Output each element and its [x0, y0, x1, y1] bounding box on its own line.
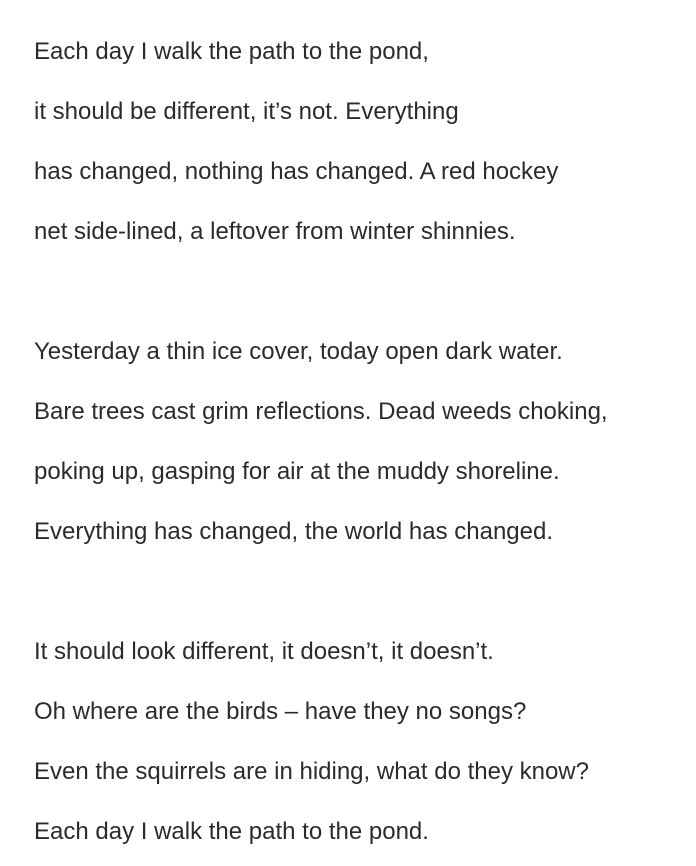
poem-line: has changed, nothing has changed. A red hockey	[34, 158, 559, 185]
poem-line: It should look different, it doesn’t, it doesn’t.	[34, 638, 494, 665]
poem-line: Oh where are the birds – have they no songs?	[34, 698, 527, 725]
poem-line: Each day I walk the path to the pond.	[34, 818, 429, 845]
poem-line: it should be different, it’s not. Everything	[34, 98, 459, 125]
stanza-2	[34, 322, 684, 562]
stanza-3	[34, 622, 684, 862]
poem-line: Yesterday a thin ice cover, today open dark water.	[34, 338, 563, 365]
poem-line: Bare trees cast grim reflections. Dead weeds choking,	[34, 398, 608, 425]
poem-line: poking up, gasping for air at the muddy shoreline.	[34, 458, 560, 485]
poem-body	[34, 22, 684, 862]
poem-line: Each day I walk the path to the pond,	[34, 38, 429, 65]
stanza-1	[34, 22, 684, 262]
poem-line: Even the squirrels are in hiding, what do they know?	[34, 758, 589, 785]
poem-line: Everything has changed, the world has changed.	[34, 518, 554, 545]
poem-line: net side-lined, a leftover from winter shinnies.	[34, 218, 516, 245]
